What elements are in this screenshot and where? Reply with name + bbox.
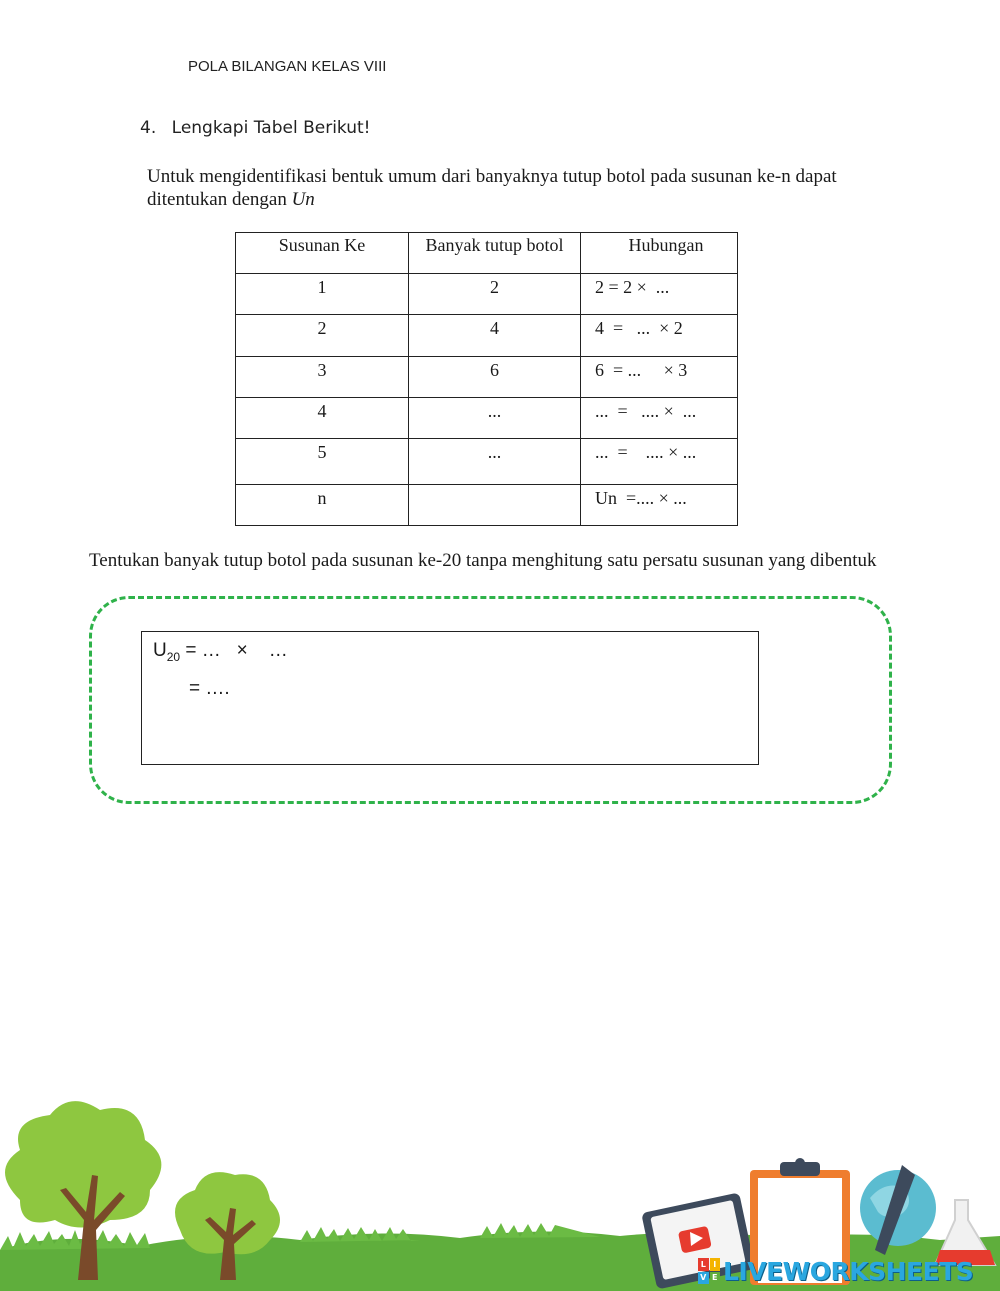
answer-line-1[interactable] xyxy=(153,640,288,664)
question-title: Lengkapi Tabel Berikut! xyxy=(171,118,371,138)
answer-expression[interactable]: = … × … xyxy=(180,640,288,661)
table-cell[interactable]: 4 = ... × 2 xyxy=(581,315,738,357)
table-cell: n xyxy=(236,485,409,526)
table-cell[interactable]: ... = .... × ... xyxy=(581,398,738,439)
table-cell xyxy=(409,485,581,526)
brand-badge-letter: V xyxy=(698,1272,709,1285)
table-cell: 3 xyxy=(236,357,409,398)
table-cell: 1 xyxy=(236,274,409,315)
question-number: 4. xyxy=(140,118,157,138)
liveworksheets-logo[interactable] xyxy=(698,1256,973,1286)
pattern-table xyxy=(235,232,738,526)
table-cell[interactable]: 2 = 2 × ... xyxy=(581,274,738,315)
brand-badge-letter: I xyxy=(710,1258,721,1271)
table-cell[interactable]: ... xyxy=(409,439,581,485)
brand-badge xyxy=(698,1258,720,1284)
table-row xyxy=(236,315,738,357)
table-row xyxy=(236,274,738,315)
answer-line-2[interactable]: = …. xyxy=(189,678,230,699)
table-cell[interactable]: ... xyxy=(409,398,581,439)
table-cell: 2 xyxy=(236,315,409,357)
table-cell: 2 xyxy=(409,274,581,315)
table-cell: 6 xyxy=(409,357,581,398)
table-cell[interactable]: ... = .... × ... xyxy=(581,439,738,485)
brand-name: LIVEWORKSHEETS xyxy=(723,1256,974,1286)
question-heading xyxy=(140,118,371,138)
answer-box[interactable] xyxy=(141,631,759,765)
table-cell: 5 xyxy=(236,439,409,485)
question-intro xyxy=(147,165,887,211)
intro-text: Untuk mengidentifikasi bentuk umum dari banyaknya tutup botol pada susunan ke-n dapat ditentukan dengan xyxy=(147,166,837,210)
table-cell[interactable]: 6 = ... × 3 xyxy=(581,357,738,398)
table-cell: 4 xyxy=(409,315,581,357)
table-cell: 4 xyxy=(236,398,409,439)
table-row xyxy=(236,398,738,439)
page-header-title: POLA BILANGAN KELAS VIII xyxy=(188,58,387,75)
table-cell[interactable]: Un =.... × ... xyxy=(581,485,738,526)
table-header-row xyxy=(236,233,738,274)
u-subscript: 20 xyxy=(166,649,181,664)
table-row xyxy=(236,439,738,485)
brand-badge-letter: E xyxy=(710,1272,721,1285)
u-label: U xyxy=(153,640,167,661)
table-header-cell: Hubungan xyxy=(581,233,738,274)
brand-badge-letter: L xyxy=(698,1258,709,1271)
table-row xyxy=(236,485,738,526)
intro-symbol: Un xyxy=(291,189,315,210)
table-row xyxy=(236,357,738,398)
task-instruction: Tentukan banyak tutup botol pada susunan ke-20 tanpa menghitung satu persatu susunan yang dibentuk xyxy=(89,550,877,571)
table-header-cell: Susunan Ke xyxy=(236,233,409,274)
table-header-cell: Banyak tutup botol xyxy=(409,233,581,274)
